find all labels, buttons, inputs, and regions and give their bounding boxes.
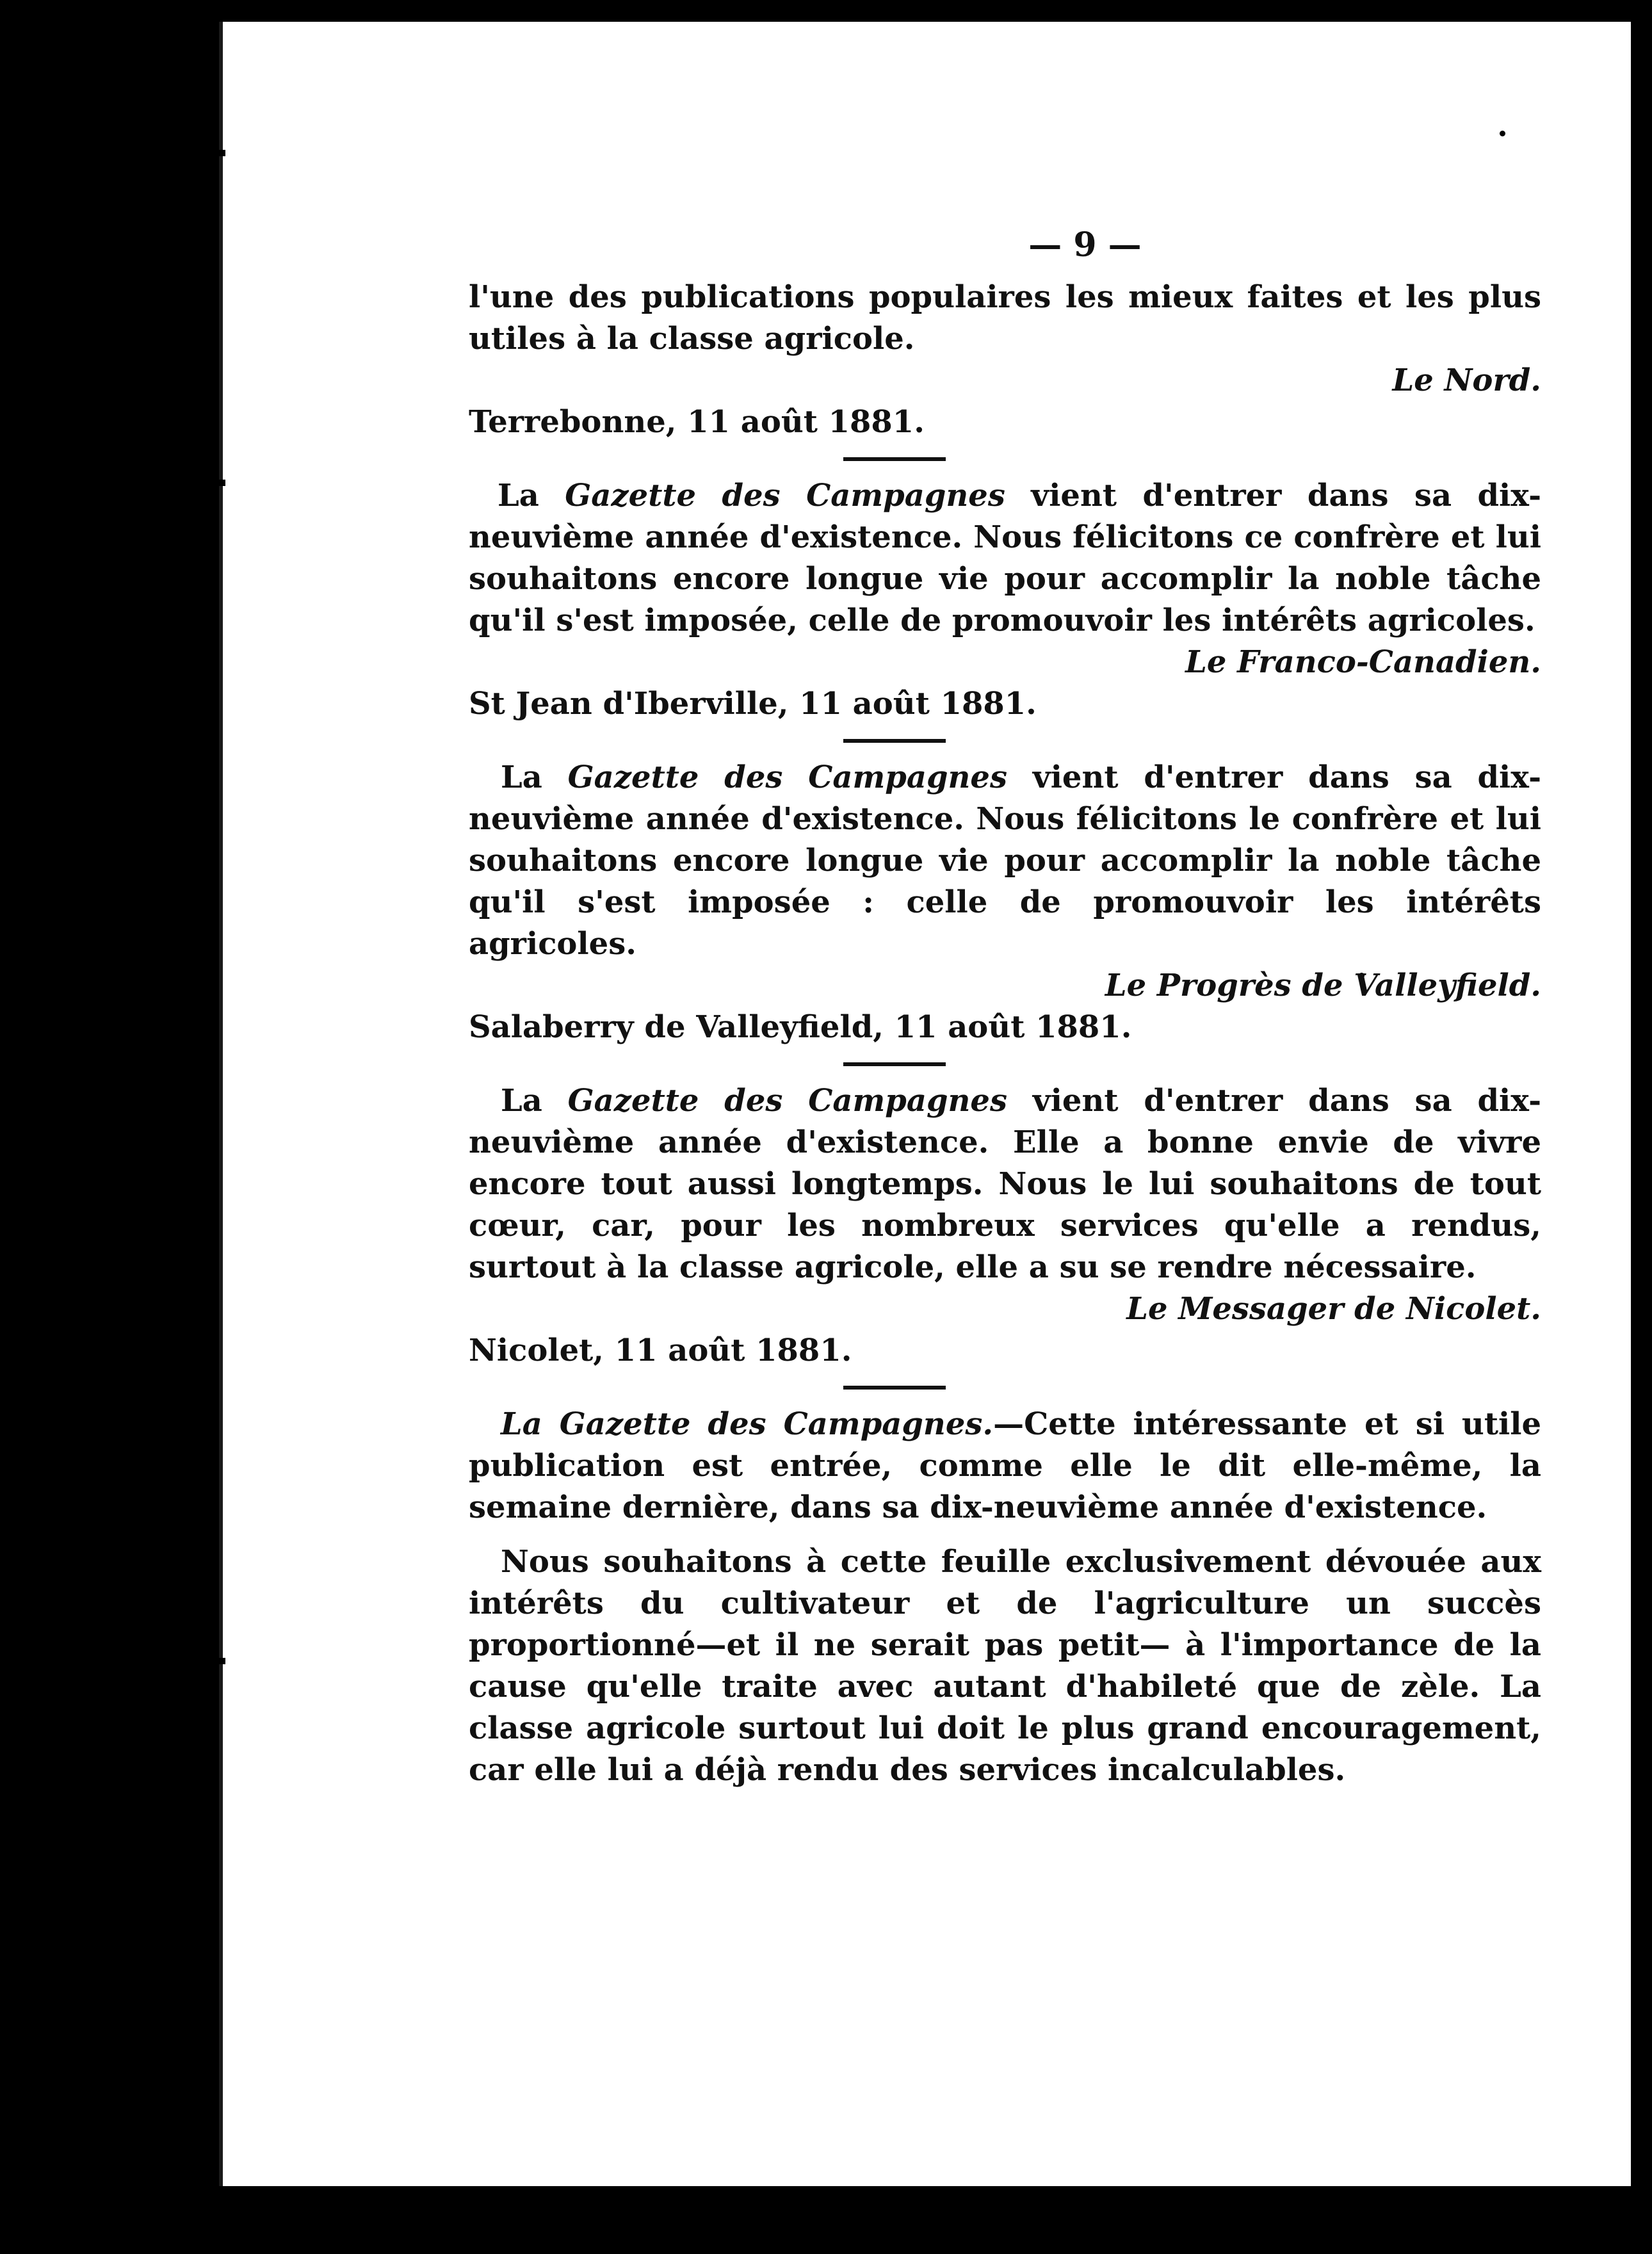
binding-mark (190, 438, 197, 553)
separator-rule (843, 1386, 946, 1390)
entry-4-body: vient d'entrer dans sa dix-neuvième année d'existence. Elle a bonne envie de vivre encore tout aussi longtemps. Nous le lui souhaitons de tout cœur, car, pour les nombreux services qu'elle a rendus, surtout à la classe agricole, elle a su se rendre nécessaire. (469, 1083, 1541, 1285)
entry-5-text (469, 1404, 1541, 1528)
entry-2-prefix: La (498, 478, 565, 514)
entry-3-source: Le Progrès de Valleyfield. (1105, 968, 1541, 1003)
entry-3-prefix: La (501, 759, 568, 795)
entry-1-text: l'une des publications populaires les mieux faites et les plus utiles à la classe agricole. (469, 279, 1541, 357)
scan-speck (168, 681, 172, 685)
page-number: — 9 — (1028, 225, 1142, 264)
scanned-page (219, 22, 1631, 2186)
entry-4-title: Gazette des Campagnes (567, 1083, 1007, 1119)
separator-rule (843, 457, 946, 461)
page-text (469, 214, 1541, 1791)
entry-2-source: Le Franco-Canadien. (1185, 644, 1541, 680)
separator-rule (843, 1062, 946, 1066)
entry-4-place: Nicolet, 11 août 1881. (469, 1333, 852, 1368)
binding-mark (187, 143, 195, 278)
entry-3-place: Salaberry de Valleyfield, 11 août 1881. (469, 1009, 1132, 1045)
scan-speck (1500, 131, 1505, 136)
entry-2-body: vient d'entrer dans sa dix-neuvième année d'existence. Nous félicitons ce confrère et lui souhaitons encore longue vie pour accomplir la noble tâche qu'il s'est imposée, celle de promouvoir les intérêts agricoles. (469, 478, 1541, 638)
binding-mark (181, 1658, 225, 1664)
entry-4-text (469, 1080, 1541, 1288)
entry-2-title: Gazette des Campagnes (565, 478, 1005, 514)
page-gutter (219, 22, 223, 2186)
separator-rule (843, 739, 946, 743)
entry-1-place: Terrebonne, 11 août 1881. (469, 404, 925, 440)
entry-4-prefix: La (501, 1083, 568, 1119)
entry-5-title: La Gazette des Campagnes. (501, 1406, 994, 1442)
entry-3-title: Gazette des Campagnes (567, 759, 1007, 795)
binding-mark (190, 1629, 197, 1757)
entry-5-paragraph-2: Nous souhaitons à cette feuille exclusivement dévouée aux intérêts du cultivateur et de l'agriculture un succès proportionné—et il ne serait pas petit— à l'importance de la cause qu'elle traite avec autant d'habileté que de zèle. La classe agricole surtout lui doit le plus grand encouragement, car elle lui a déjà rendu des services incalculables. (469, 1544, 1541, 1788)
entry-3-text (469, 757, 1541, 965)
entry-1-source: Le Nord. (1392, 362, 1541, 398)
entry-5-body: —Cette intéressante et si utile publication est entrée, comme elle le dit elle-même, la semaine dernière, dans sa dix-neuvième année d'existence. (469, 1406, 1541, 1525)
entry-2-text (469, 475, 1541, 642)
entry-4-source: Le Messager de Nicolet. (1126, 1291, 1541, 1327)
entry-2-place: St Jean d'Iberville, 11 août 1881. (469, 686, 1037, 722)
binding-mark (181, 480, 225, 486)
entry-3-body: vient d'entrer dans sa dix-neuvième année d'existence. Nous félicitons le confrère et lui souhaitons encore longue vie pour accomplir la noble tâche qu'il s'est imposée : celle de promouvoir les intérêts agricoles. (469, 759, 1541, 962)
